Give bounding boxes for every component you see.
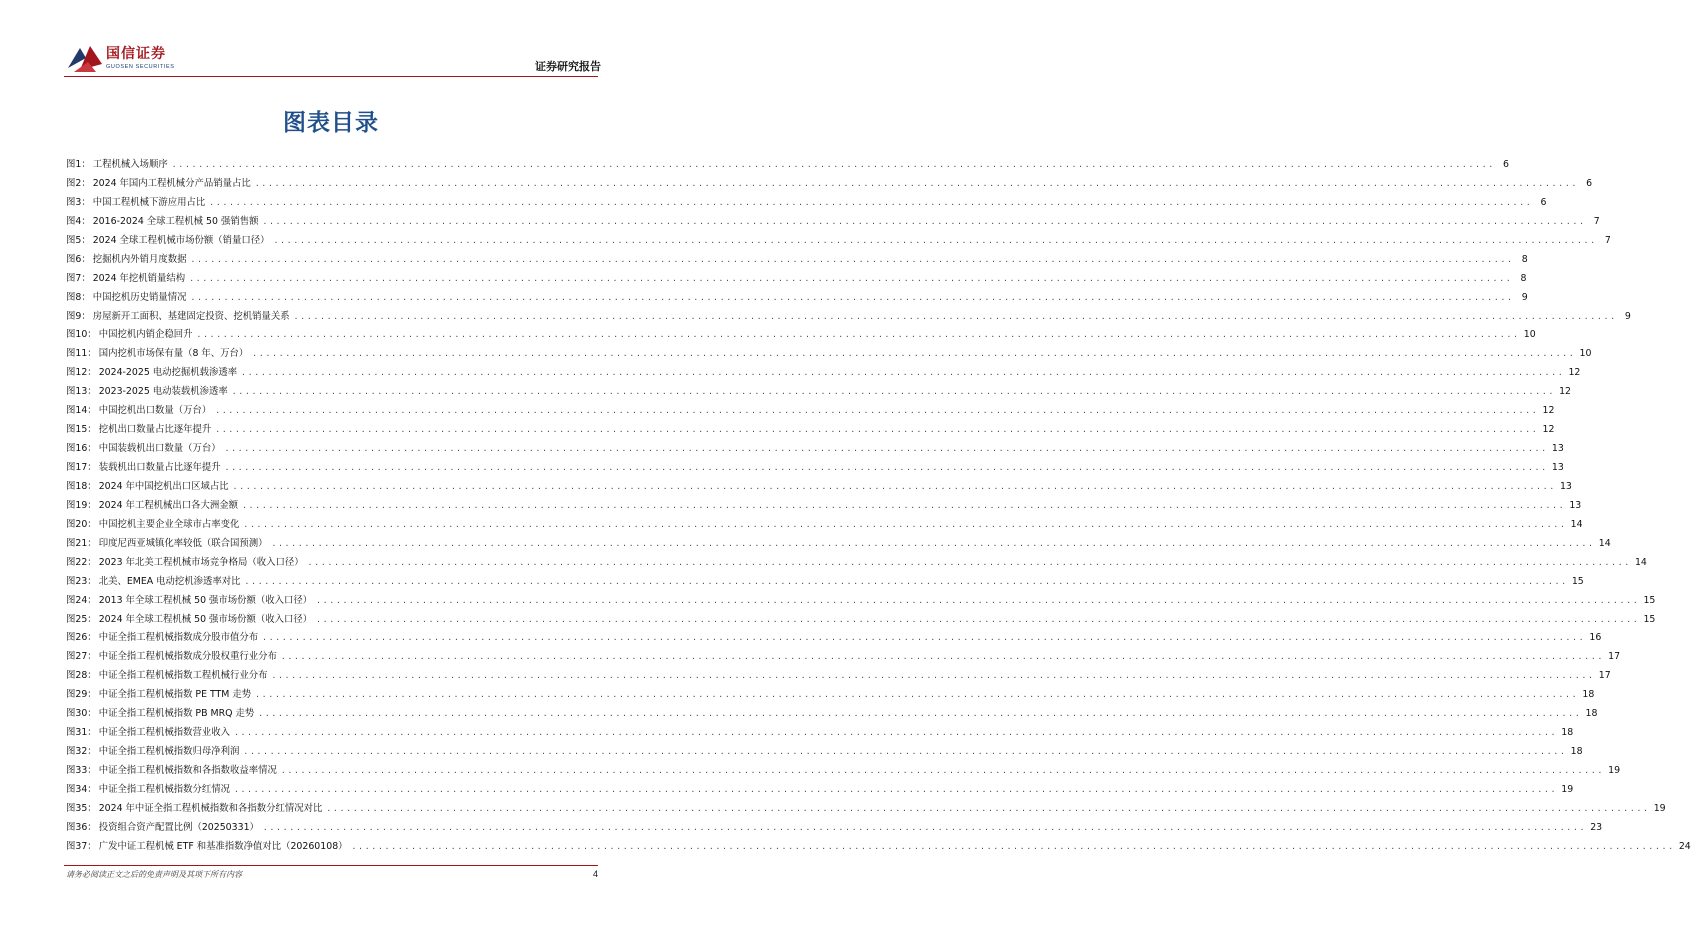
toc-entry-label: 图17： <box>66 462 97 473</box>
toc-entry[interactable] <box>66 724 1574 743</box>
toc-dot-leader: ........................................................................................................................................................................................................ <box>244 576 1568 586</box>
toc-entry[interactable] <box>66 213 1600 232</box>
toc-entry[interactable] <box>66 364 1581 383</box>
toc-entry-title: 2024 全球工程机械市场份额（销量口径） <box>92 234 270 246</box>
toc-dot-leader: ........................................................................................................................................................................................................ <box>233 728 1558 738</box>
toc-entry-page: 18 <box>1582 689 1595 701</box>
toc-entry-label: 图36： <box>66 821 97 833</box>
toc-entry-label: 图13： <box>66 386 97 398</box>
toc-entry-title: 2024 年挖机销量结构 <box>92 272 186 284</box>
toc-entry-label: 图34： <box>66 783 97 795</box>
toc-entry[interactable] <box>66 156 1510 175</box>
page-header <box>0 0 662 82</box>
toc-entry-title: 2013 年全球工程机械 50 强市场份额（收入口径） <box>98 594 313 606</box>
toc-entry-title: 中国装载机出口数量（万台） <box>98 443 221 455</box>
toc-dot-leader: ........................................................................................................................................................................................................ <box>262 216 1586 226</box>
toc-dot-leader: ........................................................................................................................................................................................................ <box>233 784 1558 794</box>
toc-entry-label: 图2： <box>66 177 91 189</box>
toc-dot-leader: ........................................................................................................................................................................................................ <box>196 330 1520 340</box>
toc-entry-label: 图32： <box>66 746 97 758</box>
toc-entry-page: 13 <box>1559 480 1572 492</box>
toc-entry-page: 18 <box>1585 708 1598 720</box>
toc-entry-page: 18 <box>1570 746 1583 758</box>
toc-dot-leader: ........................................................................................................................................................................................................ <box>262 822 1587 832</box>
toc-entry-page: 17 <box>1608 651 1621 663</box>
toc-entry-label: 图33： <box>66 765 97 776</box>
toc-entry-label: 图5： <box>66 234 91 246</box>
toc-entry[interactable] <box>66 667 1611 686</box>
page-number: 4 <box>592 869 598 879</box>
toc-dot-leader: ........................................................................................................................................................................................................ <box>254 178 1579 188</box>
toc-entry-page: 6 <box>1540 196 1547 208</box>
toc-dot-leader: ........................................................................................................................................................................................................ <box>215 406 1539 416</box>
toc-entry-title: 中国挖机主要企业全球市占率变化 <box>98 518 240 530</box>
toc-entry-label: 图12： <box>66 367 97 379</box>
toc-entry[interactable] <box>66 326 1536 345</box>
toc-entry[interactable] <box>66 781 1574 800</box>
toc-entry-page: 17 <box>1598 670 1611 682</box>
toc-entry-label: 图25： <box>66 613 97 625</box>
toc-entry-title: 房屋新开工面积、基建固定投资、挖机销量关系 <box>92 310 290 322</box>
toc-dot-leader: ........................................................................................................................................................................................................ <box>280 766 1605 775</box>
toc-entry-label: 图21： <box>66 537 97 549</box>
toc-entry-page: 19 <box>1608 765 1621 776</box>
toc-entry[interactable] <box>66 800 1666 819</box>
toc-dot-leader: ........................................................................................................................................................................................................ <box>307 557 1631 567</box>
toc-entry[interactable] <box>66 611 1656 630</box>
toc-entry[interactable] <box>66 535 1611 554</box>
toc-entry-page: 7 <box>1604 234 1611 246</box>
toc-entry-page: 15 <box>1643 613 1656 625</box>
toc-entry-title: 2024-2025 电动挖掘机载渗透率 <box>98 367 238 379</box>
toc-dot-leader: ........................................................................................................................................................................................................ <box>252 349 1576 359</box>
toc-dot-leader: ........................................................................................................................................................................................................ <box>242 500 1566 510</box>
report-type-label: 证券研究报告 <box>535 60 601 73</box>
toc-dot-leader: ........................................................................................................................................................................................................ <box>209 197 1533 207</box>
logo-chinese-name: 国信证券 <box>106 46 166 62</box>
toc-dot-leader: ........................................................................................................................................................................................................ <box>243 747 1567 757</box>
toc-dot-leader: ........................................................................................................................................................................................................ <box>326 803 1650 813</box>
toc-entry[interactable] <box>66 838 1691 857</box>
toc-dot-leader: ........................................................................................................................................................................................................ <box>351 841 1675 851</box>
toc-entry-title: 中证全指工程机械指数分红情况 <box>98 783 230 795</box>
toc-entry-page: 23 <box>1590 821 1603 833</box>
toc-entry[interactable] <box>66 819 1603 838</box>
toc-entry-label: 图26： <box>66 632 97 644</box>
toc-entry-label: 图23： <box>66 575 97 587</box>
toc-entry-label: 图7： <box>66 272 91 284</box>
toc-entry-label: 图27： <box>66 651 97 663</box>
toc-entry-title: 北美、EMEA 电动挖机渗透率对比 <box>98 575 241 587</box>
toc-entry-title: 中国挖机历史销量情况 <box>92 291 187 303</box>
toc-dot-leader: ........................................................................................................................................................................................................ <box>316 595 1640 605</box>
toc-entry[interactable] <box>66 383 1571 402</box>
toc-entry-page: 14 <box>1570 518 1583 530</box>
toc-entry-page: 6 <box>1503 159 1510 170</box>
toc-entry[interactable] <box>66 459 1564 478</box>
toc-entry[interactable] <box>66 629 1602 648</box>
toc-entry-label: 图15： <box>66 424 97 436</box>
toc-dot-leader: ........................................................................................................................................................................................................ <box>215 425 1539 435</box>
toc-entry[interactable] <box>66 762 1621 781</box>
toc-entry-title: 2023-2025 电动装载机渗透率 <box>98 386 228 398</box>
toc-entry-title: 2024 年中证全指工程机械指数和各指数分红情况对比 <box>98 802 323 814</box>
toc-entry[interactable] <box>66 232 1611 251</box>
toc-entry[interactable] <box>66 251 1528 270</box>
toc-dot-leader: ........................................................................................................................................................................................................ <box>273 235 1597 245</box>
toc-entry-page: 14 <box>1598 537 1611 549</box>
toc-entry-title: 中证全指工程机械指数成分股市值分布 <box>98 632 259 644</box>
toc-dot-leader: ........................................................................................................................................................................................................ <box>241 368 1565 378</box>
toc-entry-label: 图6： <box>66 253 91 265</box>
toc-entry[interactable] <box>66 402 1555 421</box>
toc-entry-title: 印度尼西亚城镇化率较低（联合国预测） <box>98 537 268 549</box>
toc-dot-leader: ........................................................................................................................................................................................................ <box>231 387 1556 397</box>
toc-entry-title: 2016-2024 全球工程机械 50 强销售额 <box>92 215 259 227</box>
toc-entry-label: 图10： <box>66 329 97 341</box>
toc-entry-label: 图19： <box>66 499 97 511</box>
toc-entry[interactable] <box>66 705 1598 724</box>
disclaimer-note: 请务必阅读正文之后的免责声明及其项下所有内容 <box>66 870 242 879</box>
toc-entry-page: 7 <box>1593 215 1600 227</box>
toc-entry-title: 投资组合资产配置比例（20250331） <box>98 821 259 833</box>
toc-dot-leader: ........................................................................................................................................................................................................ <box>316 614 1640 624</box>
toc-dot-leader: ........................................................................................................................................................................................................ <box>255 690 1579 700</box>
toc-entry[interactable] <box>66 175 1593 194</box>
toc-entry-page: 24 <box>1678 840 1691 852</box>
toc-entry-title: 挖掘机内外销月度数据 <box>92 253 187 265</box>
toc-entry-page: 12 <box>1568 367 1581 379</box>
toc-dot-leader: ........................................................................................................................................................................................................ <box>190 292 1514 302</box>
toc-dot-leader: ........................................................................................................................................................................................................ <box>224 444 1548 454</box>
toc-entry-title: 广发中证工程机械 ETF 和基准指数净值对比（20260108） <box>98 840 348 852</box>
toc-entry-label: 图35： <box>66 802 97 814</box>
toc-entry-label: 图20： <box>66 518 97 530</box>
toc-entry-label: 图28： <box>66 670 97 682</box>
footer-divider <box>64 865 598 866</box>
toc-entry-title: 中国挖机出口数量（万台） <box>98 405 212 417</box>
toc-entry-label: 图11： <box>66 348 97 360</box>
toc-entry-title: 中证全指工程机械指数工程机械行业分布 <box>98 670 268 682</box>
toc-entry-page: 19 <box>1653 802 1666 814</box>
toc-entry-title: 2024 年国内工程机械分产品销量占比 <box>92 177 251 189</box>
toc-entry-title: 中证全指工程机械指数 PE TTM 走势 <box>98 689 252 701</box>
toc-entry-page: 6 <box>1586 177 1593 189</box>
toc-entry[interactable] <box>66 270 1527 289</box>
toc-entry[interactable] <box>66 478 1572 497</box>
toc-entry-title: 装载机出口数量占比逐年提升 <box>98 462 221 473</box>
toc-entry[interactable] <box>66 573 1584 592</box>
toc-entry-label: 图9： <box>66 310 91 322</box>
toc-entry-title: 中国工程机械下游应用占比 <box>92 196 206 208</box>
toc-entry-page: 12 <box>1559 386 1571 398</box>
toc-entry-page: 19 <box>1561 783 1574 795</box>
toc-entry-page: 13 <box>1569 499 1582 511</box>
toc-entry[interactable] <box>66 289 1528 308</box>
toc-entry-label: 图31： <box>66 727 97 739</box>
chart-index-list <box>66 156 1691 857</box>
toc-entry-page: 15 <box>1571 575 1584 587</box>
toc-entry[interactable] <box>66 345 1592 364</box>
toc-entry-page: 9 <box>1624 310 1631 322</box>
toc-entry-title: 中国挖机内销企稳回升 <box>98 329 193 341</box>
toc-entry-label: 图14： <box>66 405 97 417</box>
toc-entry-title: 中证全指工程机械指数成分股权重行业分布 <box>98 651 277 663</box>
toc-entry-label: 图37： <box>66 840 97 852</box>
toc-entry-page: 12 <box>1542 405 1555 417</box>
toc-dot-leader: ........................................................................................................................................................................................................ <box>232 481 1556 491</box>
toc-entry-title: 中证全指工程机械指数营业收入 <box>98 727 230 739</box>
toc-entry-title: 2024 年工程机械出口各大洲金额 <box>98 499 239 511</box>
toc-entry[interactable] <box>66 592 1656 611</box>
toc-dot-leader: ........................................................................................................................................................................................................ <box>262 633 1586 643</box>
toc-dot-leader: ........................................................................................................................................................................................................ <box>243 519 1567 529</box>
toc-entry-title: 2024 年中国挖机出口区域占比 <box>98 480 229 492</box>
toc-entry-page: 8 <box>1520 272 1527 284</box>
page-title: 图表目录 <box>283 110 379 136</box>
toc-entry-title: 2024 年全球工程机械 50 强市场份额（收入口径） <box>98 613 313 625</box>
toc-dot-leader: ........................................................................................................................................................................................................ <box>189 273 1513 283</box>
guosen-logo-icon <box>66 42 104 74</box>
toc-entry[interactable] <box>66 686 1595 705</box>
toc-entry-page: 12 <box>1542 424 1555 436</box>
toc-dot-leader: ........................................................................................................................................................................................................ <box>293 311 1617 321</box>
toc-entry-page: 18 <box>1561 727 1574 739</box>
toc-entry-page: 8 <box>1521 253 1528 265</box>
toc-entry[interactable] <box>66 648 1621 667</box>
toc-dot-leader: ........................................................................................................................................................................................................ <box>190 254 1514 264</box>
toc-entry-title: 工程机械入场顺序 <box>92 159 168 170</box>
header-divider <box>64 76 598 77</box>
toc-entry[interactable] <box>66 743 1583 762</box>
toc-entry-title: 中证全指工程机械指数和各指数收益率情况 <box>98 765 277 776</box>
toc-dot-leader: ........................................................................................................................................................................................................ <box>271 671 1595 681</box>
toc-dot-leader: ........................................................................................................................................................................................................ <box>224 463 1548 472</box>
toc-entry-page: 15 <box>1643 594 1656 606</box>
toc-entry-page: 9 <box>1521 291 1528 303</box>
toc-entry[interactable] <box>66 194 1547 213</box>
toc-entry[interactable] <box>66 308 1631 327</box>
toc-entry-page: 10 <box>1523 329 1536 341</box>
toc-entry-label: 图1： <box>66 159 91 170</box>
toc-entry-label: 图4： <box>66 215 91 227</box>
toc-entry-label: 图22： <box>66 556 97 568</box>
toc-entry-label: 图24： <box>66 594 97 606</box>
toc-entry-page: 14 <box>1634 556 1647 568</box>
toc-dot-leader: ........................................................................................................................................................................................................ <box>258 709 1582 719</box>
toc-entry[interactable] <box>66 497 1582 516</box>
guosen-logo <box>66 42 186 78</box>
toc-dot-leader: ........................................................................................................................................................................................................ <box>171 160 1496 169</box>
toc-entry[interactable] <box>66 554 1647 573</box>
toc-entry-page: 10 <box>1579 348 1592 360</box>
toc-entry[interactable] <box>66 440 1564 459</box>
logo-english-name: GUOSEN SECURITIES <box>106 64 175 70</box>
toc-entry-title: 中证全指工程机械指数归母净利润 <box>98 746 240 758</box>
toc-entry-page: 16 <box>1589 632 1602 644</box>
toc-dot-leader: ........................................................................................................................................................................................................ <box>280 652 1605 662</box>
toc-entry-title: 挖机出口数量占比逐年提升 <box>98 424 212 436</box>
toc-entry[interactable] <box>66 516 1583 535</box>
toc-entry-page: 13 <box>1551 443 1564 455</box>
toc-entry-page: 13 <box>1551 462 1564 473</box>
toc-entry[interactable] <box>66 421 1555 440</box>
toc-entry-label: 图16： <box>66 443 97 455</box>
toc-dot-leader: ........................................................................................................................................................................................................ <box>271 538 1595 548</box>
toc-entry-label: 图30： <box>66 708 97 720</box>
toc-entry-label: 图8： <box>66 291 91 303</box>
toc-entry-label: 图18： <box>66 480 97 492</box>
toc-entry-label: 图29： <box>66 689 97 701</box>
toc-entry-title: 中证全指工程机械指数 PB MRQ 走势 <box>98 708 255 720</box>
toc-entry-title: 国内挖机市场保有量（8 年、万台） <box>98 348 249 360</box>
toc-entry-title: 2023 年北美工程机械市场竞争格局（收入口径） <box>98 556 304 568</box>
toc-entry-label: 图3： <box>66 196 91 208</box>
